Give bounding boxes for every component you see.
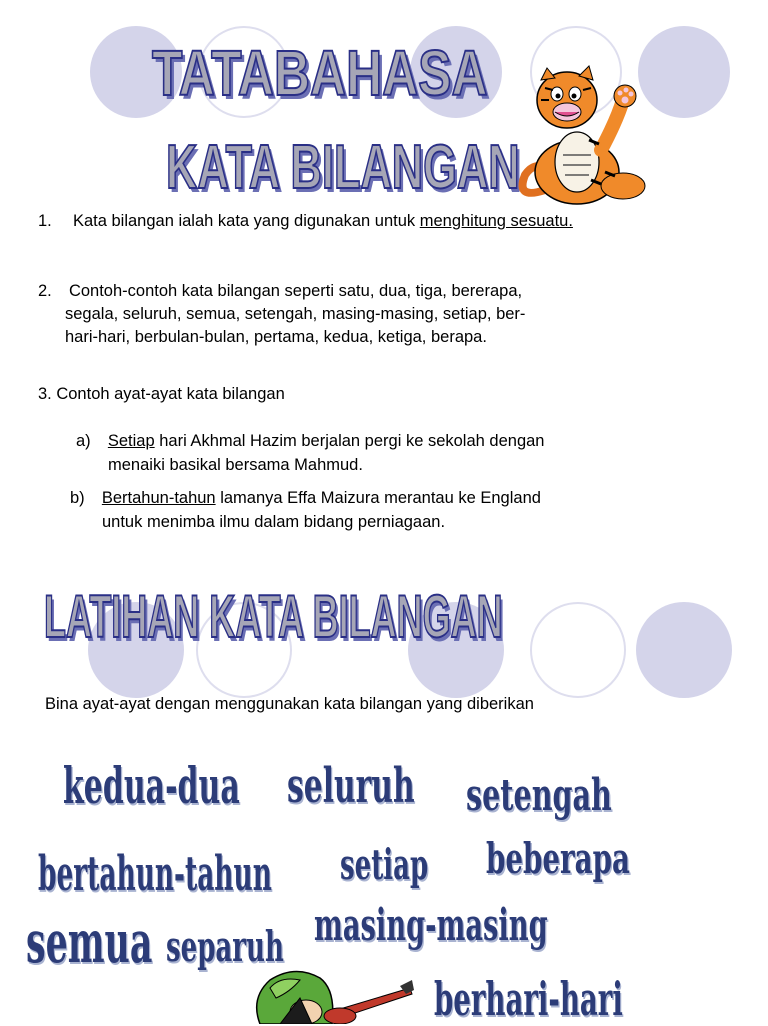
point-1-text: Kata bilangan ialah kata yang digunakan untuk [72, 212, 416, 230]
example-b-keyword: Bertahun-tahun [101, 489, 216, 507]
example-b-text: lamanya Effa Maizura merantau ke England [220, 489, 541, 507]
point-3: 3. Contoh ayat-ayat kata bilangan [38, 385, 285, 403]
decor-circle [636, 602, 732, 698]
point-1 [38, 210, 573, 233]
example-a-keyword: Setiap [107, 432, 155, 450]
word-masing-masing: masing-masing [314, 900, 548, 951]
decor-ring [530, 602, 626, 698]
word-semua: semua [26, 908, 153, 976]
page-title: TATABAHASA [152, 37, 488, 109]
example-b-label: b) [70, 489, 85, 507]
example-a-line-2: menaiki basikal bersama Mahmud. [108, 456, 363, 474]
exercise-title: LATIHAN KATA BILANGAN [44, 583, 503, 650]
word-separuh: separuh [166, 922, 284, 971]
point-1-key-phrase: menghitung sesuatu. [419, 212, 573, 230]
point-2-line-2: segala, seluruh, semua, setengah, masing-masing, setiap, ber- [65, 305, 526, 323]
point-2-text: Contoh-contoh kata bilangan seperti satu, dua, tiga, bererapa, [68, 282, 523, 300]
example-b [70, 487, 541, 510]
word-setengah: setengah [466, 770, 612, 821]
page-subtitle: KATA BILANGAN [166, 133, 520, 202]
point-2-line-3: hari-hari, berbulan-bulan, pertama, kedua, ketiga, berapa. [65, 328, 487, 346]
word-seluruh: seluruh [287, 758, 415, 814]
example-a-label: a) [76, 432, 91, 450]
exercise-instruction: Bina ayat-ayat dengan menggunakan kata bilangan yang diberikan [45, 695, 534, 713]
example-a [76, 430, 544, 453]
tiger-mascot-icon [505, 60, 650, 210]
decor-circle [638, 26, 730, 118]
girl-guitar-icon [240, 968, 415, 1024]
word-setiap: setiap [340, 840, 429, 889]
example-b-line-2: untuk menimba ilmu dalam bidang perniagaan. [102, 513, 446, 531]
point-2-number: 2. [38, 282, 52, 300]
word-berhari-hari: berhari-hari [434, 972, 623, 1026]
word-kedua-dua: kedua-dua [63, 756, 240, 815]
point-2-line-1 [38, 280, 522, 303]
word-bertahun-tahun: bertahun-tahun [38, 846, 272, 902]
example-a-text: hari Akhmal Hazim berjalan pergi ke sekolah dengan [159, 432, 545, 450]
point-1-number: 1. [38, 212, 52, 230]
word-beberapa: beberapa [486, 834, 630, 883]
